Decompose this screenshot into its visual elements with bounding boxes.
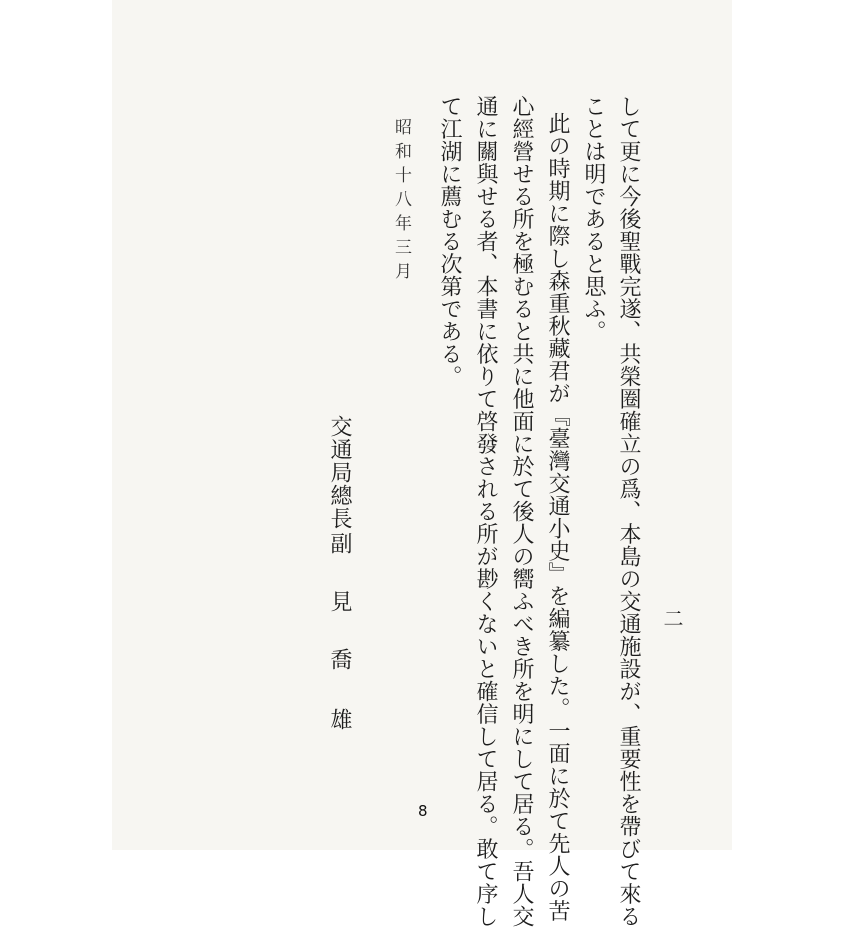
signature-name-2: 見 xyxy=(327,590,352,612)
body-column-4: 心經營せる所を極むると共に他面に於て後人の嚮ふべき所を明にして居る。吾人交 xyxy=(509,95,534,928)
body-column-1: して更に今後聖戰完遂、共榮圈確立の爲、本島の交通施設が、重要性を帶びて來る xyxy=(616,95,641,928)
body-column-6: て江湖に薦むる次第である。 xyxy=(437,95,462,388)
signature-name-4: 雄 xyxy=(327,708,352,730)
body-column-5: 通に關與せる者、本書に依りて啓發される所が尠くないと確信して居る。敢て序し xyxy=(473,95,498,928)
body-column-3: 此の時期に際し森重秋藏君が『臺灣交通小史』を編纂した。一面に於て先人の苦 xyxy=(545,112,570,922)
date-line: 昭和十八年三月 xyxy=(391,118,411,286)
signature-title: 交通局總長 xyxy=(327,415,352,530)
page-number: 8 xyxy=(418,802,428,820)
page-mark: 二 xyxy=(660,608,684,628)
signature-name-1: 副 xyxy=(327,532,352,554)
body-column-2: ことは明であると思ふ。 xyxy=(581,95,606,343)
signature-name-3: 喬 xyxy=(327,648,352,670)
